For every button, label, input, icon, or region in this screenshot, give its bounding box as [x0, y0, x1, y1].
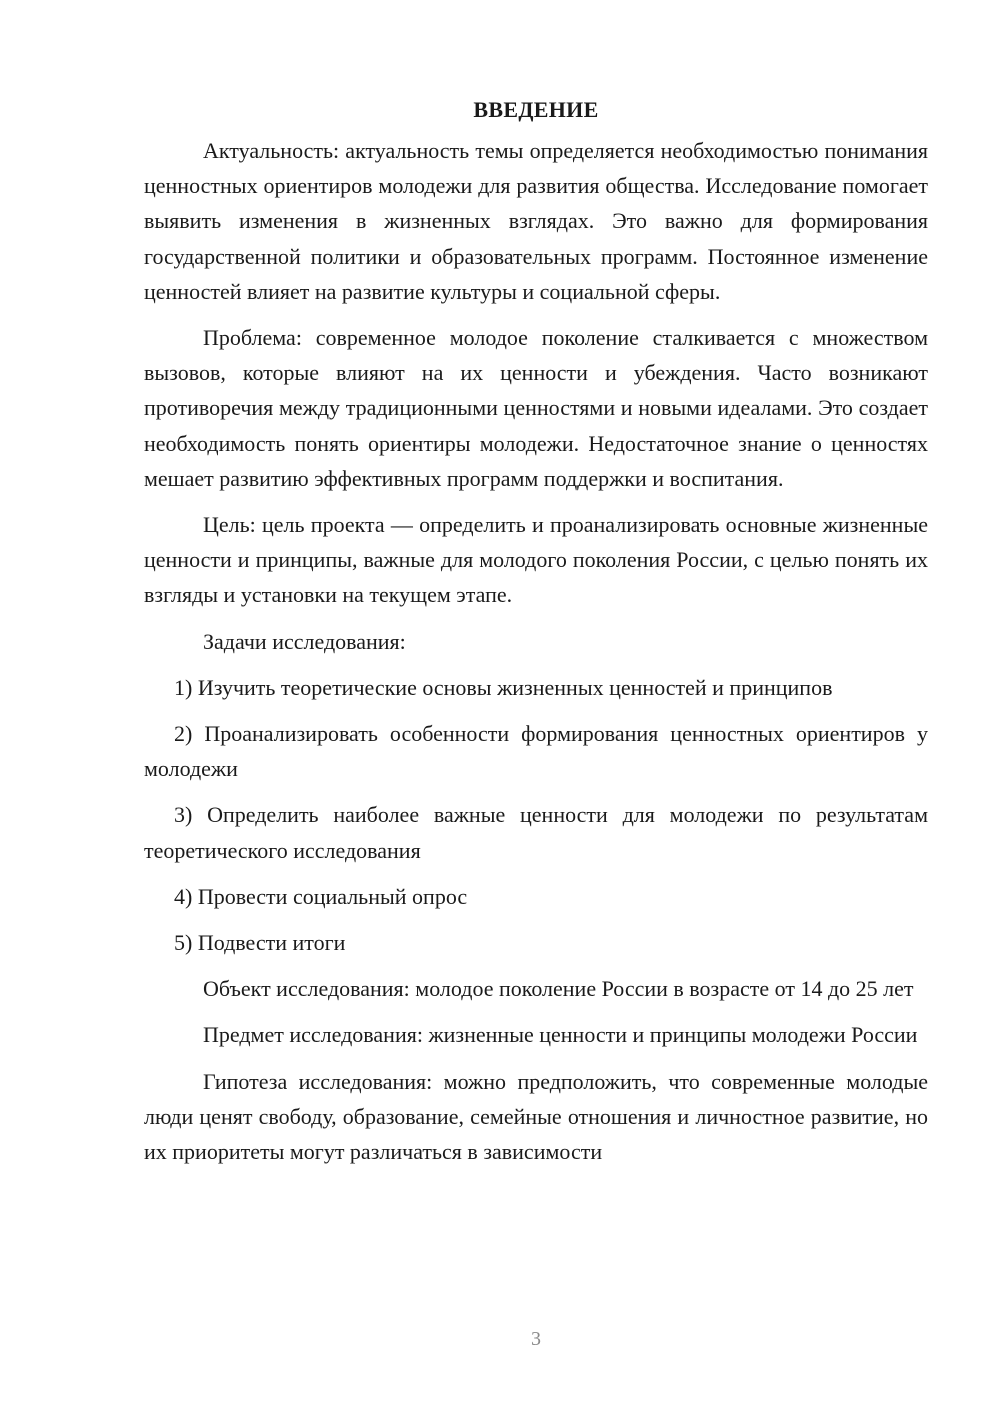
relevance-paragraph: Актуальность: актуальность темы определяется необходимостью понимания ценностных ориентиров молодежи для развития общества. Исследование помогает выявить изменения в жизненных взглядах. Это важно для формирования государственной политики и образовательных программ. Постоянное изменение ценностей влияет на развитие культуры и социальной сферы.: [144, 138, 928, 304]
page-number: 3: [531, 1328, 541, 1350]
tasks-heading: Задачи исследования:: [203, 628, 406, 654]
task-item-1: 1) Изучить теоретические основы жизненных ценностей и принципов: [174, 674, 833, 700]
object-paragraph: Объект исследования: молодое поколение России в возрасте от 14 до 25 лет: [203, 976, 914, 1002]
goal-paragraph: Цель: цель проекта — определить и проанализировать основные жизненные ценности и принципы, важные для молодого поколения России, с целью понять их взгляды и установки на текущем этапе.: [144, 512, 928, 608]
task-item-3: 3) Определить наиболее важные ценности для молодежи по результатам теоретического исследования: [144, 802, 928, 863]
subject-paragraph: Предмет исследования: жизненные ценности и принципы молодежи России: [203, 1022, 918, 1048]
hypothesis-paragraph: Гипотеза исследования: можно предположить, что современные молодые люди ценят свободу, образование, семейные отношения и личностное развитие, но их приоритеты могут различаться в зависимости: [144, 1068, 928, 1165]
task-item-5: 5) Подвести итоги: [174, 930, 346, 956]
section-heading: ВВЕДЕНИЕ: [473, 97, 599, 122]
problem-paragraph: Проблема: современное молодое поколение сталкивается с множеством вызовов, которые влияют на их ценности и убеждения. Часто возникают противоречия между традиционными ценностями и новыми идеалами. Это создает необходимость понять ориентиры молодежи. Недостаточное знание о ценностях мешает развитию эффективных программ поддержки и воспитания.: [144, 325, 928, 491]
document-page: [144, 92, 928, 1180]
task-item-4: 4) Провести социальный опрос: [174, 883, 468, 909]
task-item-2: 2) Проанализировать особенности формирования ценностных ориентиров у молодежи: [144, 721, 928, 782]
